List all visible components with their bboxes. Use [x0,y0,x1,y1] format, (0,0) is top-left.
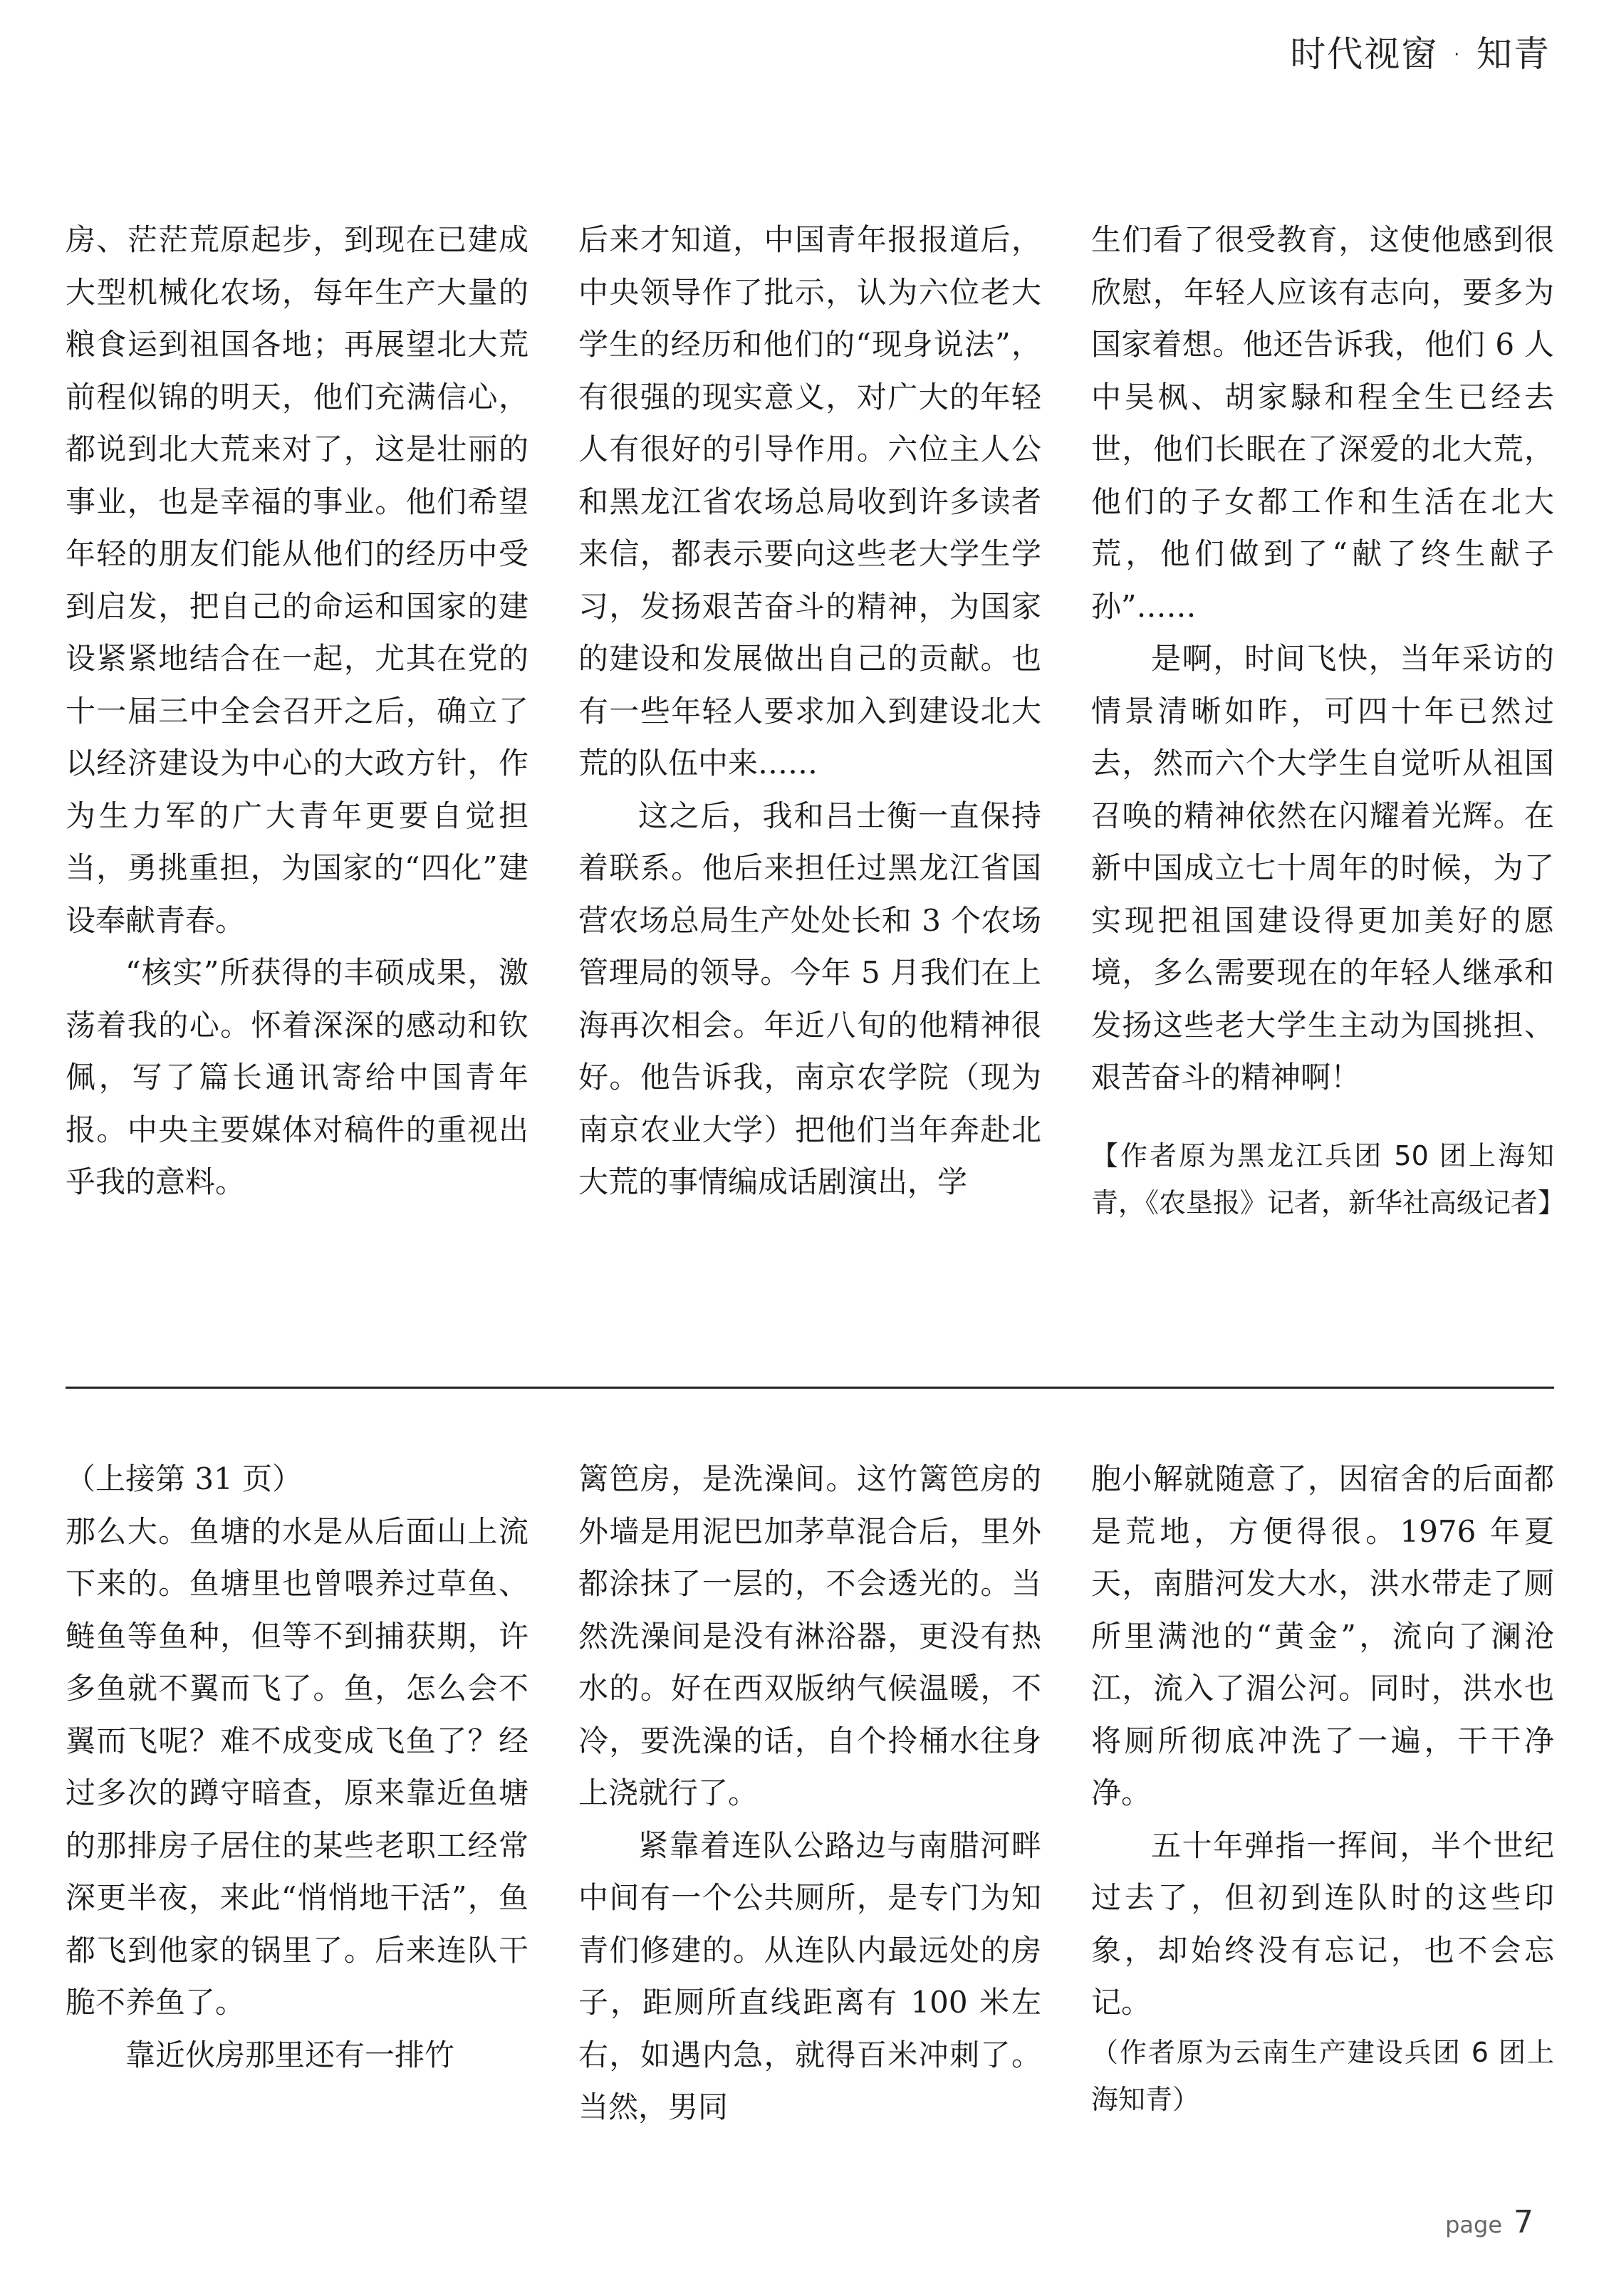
page-number: 7 [1514,2204,1533,2240]
paragraph: 胞小解就随意了，因宿舍的后面都是荒地，方便得很。1976 年夏天，南腊河发大水，洪水带走了厕所里满池的“黄金”，流向了澜沧江，流入了湄公河。同时，洪水也将厕所彻底冲洗了一遍，干干净净。 [1091,1461,1554,1810]
top-column-1 [66,214,528,1209]
paragraph: 五十年弹指一挥间，半个世纪过去了，但初到连队时的这些印象，却始终没有忘记，也不会忘记。 [1091,1827,1554,2020]
author-note: （作者原为云南生产建设兵团 6 团上海知青） [1091,2036,1554,2115]
article-top [66,214,1566,1310]
paragraph: 生们看了很受教育，这使他感到很欣慰，年轻人应该有志向，要多为国家着想。他还告诉我，他们 6 人中吴枫、胡家騄和程全生已经去世，他们长眠在了深爱的北大荒，他们的子女都工作和生活在北大荒，他们做到了“献了终生献子孙”…… [1091,222,1554,624]
bottom-column-3 [1091,1453,1554,2123]
bottom-column-1 [66,1453,528,2081]
top-column-3 [1091,214,1566,1226]
paragraph: 这之后，我和吕士衡一直保持着联系。他后来担任过黑龙江省国营农场总局生产处处长和 3 个农场管理局的领导。今年 5 月我们在上海再次相会。年近八旬的他精神很好。他告诉我，南京农学院（现为南京农业大学）把他们当年奔赴北大荒的事情编成话剧演出，学 [578,798,1041,1199]
paragraph: 篱笆房，是洗澡间。这竹篱笆房的外墙是用泥巴加茅草混合后，里外都涂抹了一层的，不会透光的。当然洗澡间是没有淋浴器，更没有热水的。好在西双版纳气候温暖，不冷，要洗澡的话，自个拎桶水往身上浇就行了。 [578,1461,1041,1810]
page-footer [1445,2204,1533,2240]
paragraph: 后来才知道，中国青年报报道后，中央领导作了批示，认为六位老大学生的经历和他们的“现身说法”，有很强的现实意义，对广大的年轻人有很好的引导作用。六位主人公和黑龙江省农场总局收到许多读者来信，都表示要向这些老大学生学习，发扬艰苦奋斗的精神，为国家的建设和发展做出自己的贡献。也有一些年轻人要求加入到建设北大荒的队伍中来…… [578,222,1041,781]
paragraph: 紧靠着连队公路边与南腊河畔中间有一个公共厕所，是专门为知青们修建的。从连队内最远处的房子，距厕所直线距离有 100 米左右，如遇内急，就得百米冲刺了。当然，男同 [578,1827,1041,2124]
bottom-column-2 [578,1453,1041,2134]
article-bottom [66,1453,1554,2236]
paragraph: 是啊，时间飞快，当年采访的情景清晰如昨，可四十年已然过去，然而六个大学生自觉听从祖国召唤的精神依然在闪耀着光辉。在新中国成立七十周年的时候，为了实现把祖国建设得更加美好的愿境，多么需要现在的年轻人继承和发扬这些老大学生主动为国挑担、艰苦奋斗的精神啊！ [1091,641,1554,1095]
page-label: page [1445,2211,1502,2238]
paragraph: 那么大。鱼塘的水是从后面山上流下来的。鱼塘里也曾喂养过草鱼、鲢鱼等鱼种，但等不到捕获期，许多鱼就不翼而飞了。鱼，怎么会不翼而飞呢？难不成变成飞鱼了？经过多次的蹲守暗查，原来靠近鱼塘的那排房子居住的某些老职工经常深更半夜，来此“悄悄地干活”，鱼都飞到他家的锅里了。后来连队干脆不养鱼了。 [66,1513,528,2020]
section-divider [66,1387,1554,1389]
section-header: 时代视窗 · 知青 [1290,33,1551,75]
paragraph: 房、茫茫荒原起步，到现在已建成大型机械化农场，每年生产大量的粮食运到祖国各地；再展望北大荒前程似锦的明天，他们充满信心，都说到北大荒来对了，这是壮丽的事业，也是幸福的事业。他们希望年轻的朋友们能从他们的经历中受到启发，把自己的命运和国家的建设紧紧地结合在一起，尤其在党的十一届三中全会召开之后，确立了以经济建设为中心的大政方针，作为生力军的广大青年更要自觉担当，勇挑重担，为国家的“四化”建设奉献青春。 [66,222,528,938]
top-column-2 [578,214,1041,1209]
paragraph: “核实”所获得的丰硕成果，激荡着我的心。怀着深深的感动和钦佩，写了篇长通讯寄给中国青年报。中央主要媒体对稿件的重视出乎我的意料。 [66,955,528,1199]
author-note: 【作者原为黑龙江兵团 50 团上海知青，《农垦报》记者，新华社高级记者】 [1091,1139,1566,1219]
continued-from: （上接第 31 页） [66,1461,303,1496]
paragraph: 靠近伙房那里还有一排竹 [125,2037,455,2072]
